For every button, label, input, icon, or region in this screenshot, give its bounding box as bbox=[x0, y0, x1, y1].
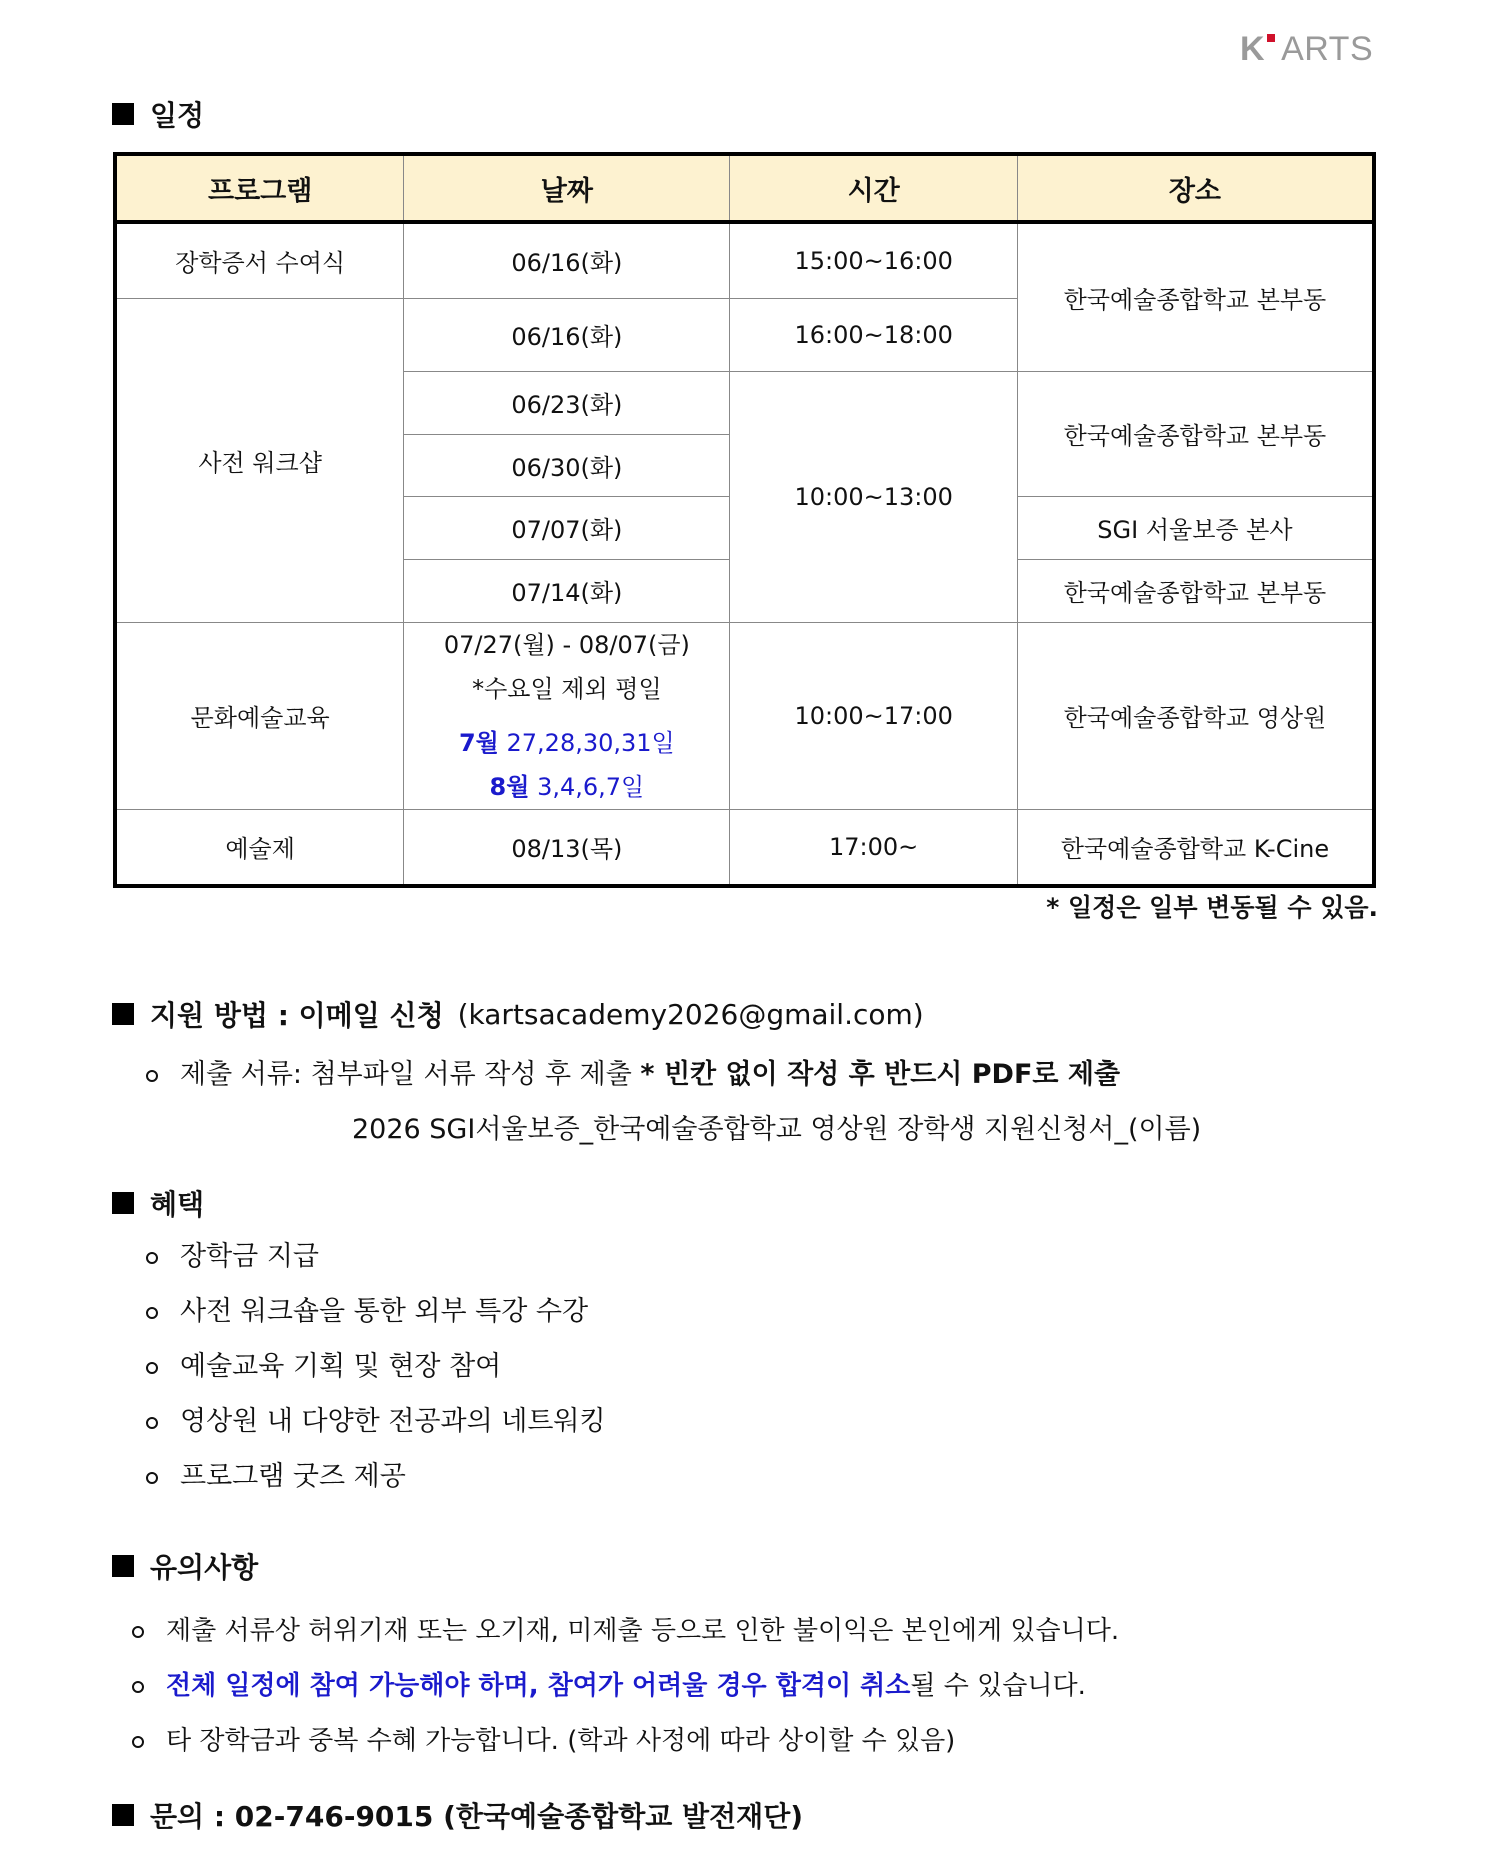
circle-bullet-icon bbox=[146, 1070, 158, 1082]
table-row bbox=[115, 809, 1374, 886]
logo-k: K bbox=[1240, 30, 1266, 68]
list-item: 영상원 내 다양한 전공과의 네트워킹 bbox=[146, 1399, 606, 1438]
schedule-heading-text: 일정 bbox=[150, 99, 205, 132]
benefits-heading bbox=[112, 1183, 204, 1223]
list-item: 사전 워크숍을 통한 외부 특강 수강 bbox=[146, 1289, 588, 1328]
cell-program: 사전 워크샵 bbox=[115, 298, 404, 622]
col-program: 프로그램 bbox=[115, 154, 404, 222]
apply-heading bbox=[112, 994, 924, 1034]
cell-date: 08/13(목) bbox=[404, 809, 730, 886]
list-item: 전체 일정에 참여 가능해야 하며, 참여가 어려울 경우 합격이 취소될 수 있습니다. bbox=[132, 1665, 1086, 1702]
july-days: 7월 27,28,30,31일 bbox=[458, 728, 675, 757]
cell-place: SGI 서울보증 본사 bbox=[1017, 496, 1374, 559]
date-note: *수요일 제외 평일 bbox=[472, 674, 662, 703]
table-row bbox=[115, 622, 1374, 809]
cell-place: 한국예술종합학교 본부동 bbox=[1017, 222, 1374, 371]
cell-program: 장학증서 수여식 bbox=[115, 222, 404, 298]
contact-heading bbox=[112, 1795, 803, 1835]
list-item: 장학금 지급 bbox=[146, 1234, 319, 1273]
cell-time: 10:00~13:00 bbox=[730, 371, 1017, 622]
schedule-heading bbox=[112, 94, 204, 134]
circle-bullet-icon bbox=[146, 1252, 158, 1264]
cell-program: 예술제 bbox=[115, 809, 404, 886]
square-bullet-icon bbox=[112, 103, 134, 125]
cell-time: 15:00~16:00 bbox=[730, 222, 1017, 298]
logo-text: ARTS bbox=[1281, 30, 1374, 68]
table-header-row bbox=[115, 154, 1374, 222]
cautions-heading-text: 유의사항 bbox=[150, 1551, 259, 1584]
august-days: 8월 3,4,6,7일 bbox=[489, 772, 645, 801]
cell-place: 한국예술종합학교 K-Cine bbox=[1017, 809, 1374, 886]
square-bullet-icon bbox=[112, 1804, 134, 1826]
circle-bullet-icon bbox=[132, 1626, 144, 1638]
docs-emphasis: * 빈칸 없이 작성 후 반드시 PDF로 제출 bbox=[640, 1059, 1121, 1090]
circle-bullet-icon bbox=[146, 1307, 158, 1319]
schedule-note: * 일정은 일부 변동될 수 있음. bbox=[1046, 893, 1378, 922]
circle-bullet-icon bbox=[146, 1362, 158, 1374]
list-item: 타 장학금과 중복 수혜 가능합니다. (학과 사정에 따라 상이할 수 있음) bbox=[132, 1720, 955, 1757]
cell-place: 한국예술종합학교 본부동 bbox=[1017, 371, 1374, 496]
contact-text: 문의 : 02-746-9015 (한국예술종합학교 발전재단) bbox=[150, 1800, 804, 1833]
apply-filename: 2026 SGI서울보증_한국예술종합학교 영상원 장학생 지원신청서_(이름) bbox=[352, 1114, 1202, 1145]
docs-label: 제출 서류: 첨부파일 서류 작성 후 제출 bbox=[180, 1059, 632, 1090]
square-bullet-icon bbox=[112, 1192, 134, 1214]
cell-program: 문화예술교육 bbox=[115, 622, 404, 809]
cell-date bbox=[404, 622, 730, 809]
cell-time: 16:00~18:00 bbox=[730, 298, 1017, 371]
table-row bbox=[115, 222, 1374, 298]
cell-place: 한국예술종합학교 본부동 bbox=[1017, 559, 1374, 622]
apply-docs-line bbox=[146, 1052, 1120, 1091]
circle-bullet-icon bbox=[132, 1736, 144, 1748]
schedule-table bbox=[113, 152, 1376, 888]
cell-time: 17:00~ bbox=[730, 809, 1017, 886]
logo-red-square-icon bbox=[1267, 34, 1275, 42]
circle-bullet-icon bbox=[146, 1472, 158, 1484]
square-bullet-icon bbox=[112, 1555, 134, 1577]
apply-email: (kartsacademy2026@gmail.com) bbox=[457, 997, 924, 1031]
cell-date: 06/16(화) bbox=[404, 298, 730, 371]
cell-date: 07/07(화) bbox=[404, 496, 730, 559]
cell-time: 10:00~17:00 bbox=[730, 622, 1017, 809]
square-bullet-icon bbox=[112, 1003, 134, 1025]
cell-date: 07/14(화) bbox=[404, 559, 730, 622]
cell-date: 06/23(화) bbox=[404, 371, 730, 434]
list-item: 예술교육 기획 및 현장 참여 bbox=[146, 1344, 501, 1383]
list-item: 프로그램 굿즈 제공 bbox=[146, 1454, 406, 1493]
apply-heading-text: 지원 방법 : 이메일 신청 bbox=[150, 999, 444, 1032]
col-place: 장소 bbox=[1017, 154, 1374, 222]
cell-place: 한국예술종합학교 영상원 bbox=[1017, 622, 1374, 809]
col-date: 날짜 bbox=[404, 154, 730, 222]
date-range: 07/27(월) - 08/07(금) bbox=[443, 630, 690, 659]
benefits-heading-text: 혜택 bbox=[150, 1188, 205, 1221]
karts-logo bbox=[1240, 30, 1373, 66]
list-item: 제출 서류상 허위기재 또는 오기재, 미제출 등으로 인한 불이익은 본인에게 있습니다. bbox=[132, 1610, 1119, 1647]
cell-date: 06/30(화) bbox=[404, 434, 730, 496]
cell-date: 06/16(화) bbox=[404, 222, 730, 298]
circle-bullet-icon bbox=[132, 1681, 144, 1693]
circle-bullet-icon bbox=[146, 1417, 158, 1429]
cautions-heading bbox=[112, 1546, 258, 1586]
col-time: 시간 bbox=[730, 154, 1017, 222]
